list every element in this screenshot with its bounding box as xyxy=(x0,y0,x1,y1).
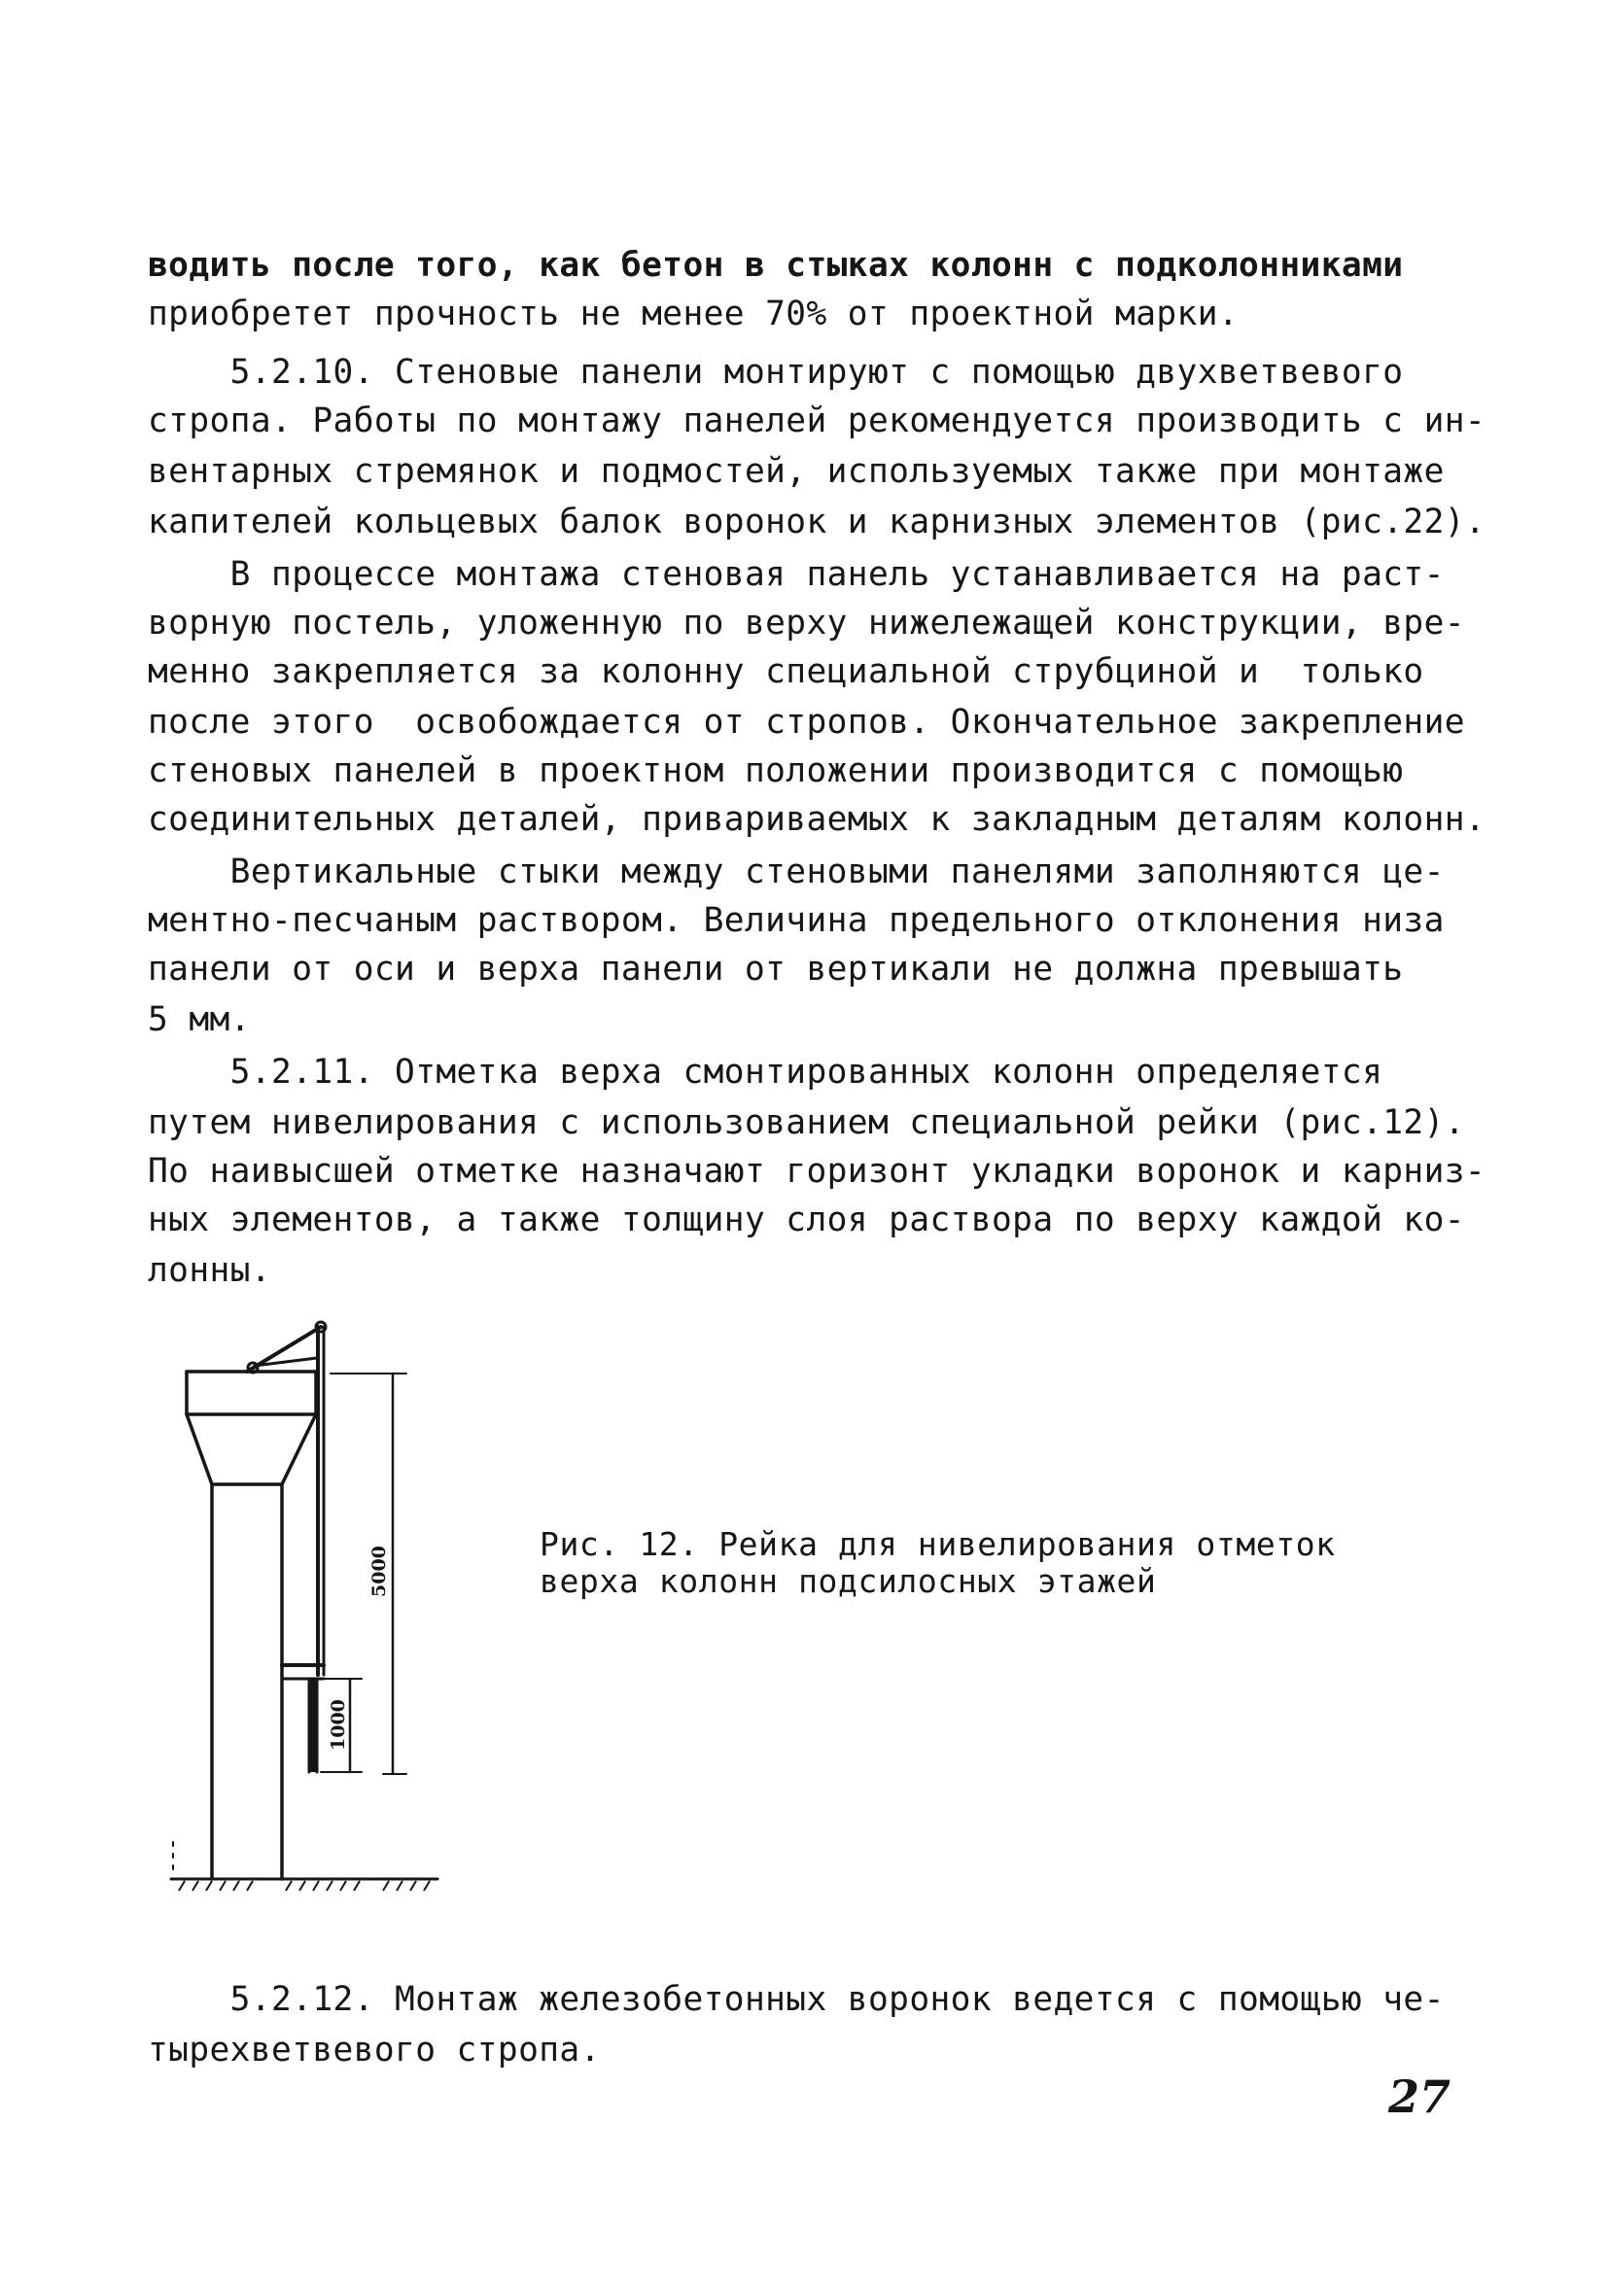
text-line: ворную постель, уложенную по верху нижележащей конструкции, вре- xyxy=(148,604,1465,643)
taper-left xyxy=(187,1414,212,1484)
text-line: путем нивелирования с использованием специальной рейки (рис.12). xyxy=(148,1103,1465,1142)
text-line: панели от оси и верха панели от вертикали не должна превышать xyxy=(148,950,1404,989)
text-line: Вертикальные стыки между стеновыми панелями заполняются це- xyxy=(148,852,1445,891)
text-line: 5.2.12. Монтаж железобетонных воронок ведется с помощью че- xyxy=(148,1980,1445,2019)
page-number: 27 xyxy=(1388,2070,1451,2123)
text-line: В процессе монтажа стеновая панель устанавливается на раст- xyxy=(148,555,1445,594)
text-line: после этого освобождается от стропов. Окончательное закрепление xyxy=(148,703,1465,742)
ground-hatching xyxy=(179,1881,430,1891)
text-line: стеновых панелей в проектном положении производится с помощью xyxy=(148,751,1404,790)
text-line: 5.2.10. Стеновые панели монтируют с помощью двухветвевого xyxy=(148,353,1404,392)
text-line: лонны. xyxy=(148,1251,272,1290)
text-line: менно закрепляется за колонну специальной струбциной и только xyxy=(148,652,1424,691)
dimension-label-rail: 1000 xyxy=(328,1699,349,1751)
text-line: 5.2.11. Отметка верха смонтированных колонн определяется xyxy=(148,1053,1383,1092)
dimension-label-total: 5000 xyxy=(368,1546,390,1597)
text-line: стропа. Работы по монтажу панелей рекомендуется производить с ин- xyxy=(148,401,1486,440)
figure-caption-line: верха колонн подсилосных этажей xyxy=(540,1562,1157,1600)
figure-caption-line: Рис. 12. Рейка для нивелирования отметок xyxy=(540,1525,1336,1563)
text-line: тырехветвевого стропа. xyxy=(148,2031,601,2070)
text-line: капителей кольцевых балок воронок и карнизных элементов (рис.22). xyxy=(148,503,1486,541)
text-line: ных элементов, а также толщину слоя раствора по верху каждой ко- xyxy=(148,1200,1465,1239)
text-line: По наивысшей отметке назначают горизонт укладки воронок и карниз- xyxy=(148,1152,1486,1191)
text-line: водить после того, как бетон в стыках колонн с подколонниками xyxy=(148,246,1404,285)
text-line: 5 мм. xyxy=(148,1000,251,1039)
text-line: ментно-песчаным раствором. Величина предельного отклонения низа xyxy=(148,901,1445,940)
text-line: соединительных деталей, привариваемых к закладным деталям колонн. xyxy=(148,800,1486,839)
text-line: вентарных стремянок и подмостей, используемых также при монтаже xyxy=(148,452,1445,491)
leveling-rail-figure xyxy=(146,1298,457,1910)
rail-scale-fill xyxy=(310,1679,317,1772)
taper-right xyxy=(282,1414,316,1484)
text-line: приобретет прочность не менее 70% от проектной марки. xyxy=(148,295,1240,333)
